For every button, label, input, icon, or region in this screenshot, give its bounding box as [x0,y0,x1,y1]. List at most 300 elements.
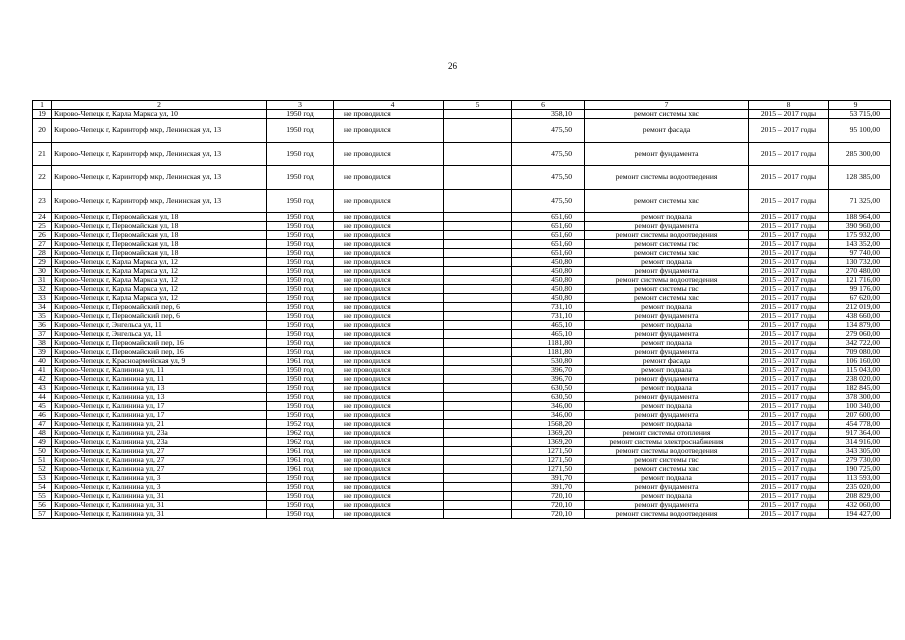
last-repair: не проводился [334,510,444,519]
build-year: 1950 год [267,339,334,348]
last-repair: не проводился [334,276,444,285]
row-number: 20 [33,119,52,143]
empty-cell [444,142,512,166]
build-year: 1961 год [267,357,334,366]
build-year: 1950 год [267,312,334,321]
row-number: 22 [33,166,52,190]
empty-cell [444,249,512,258]
total-area: 630,50 [512,384,585,393]
last-repair: не проводился [334,483,444,492]
last-repair: не проводился [334,384,444,393]
empty-cell [444,411,512,420]
repair-period: 2015 – 2017 годы [749,474,829,483]
repair-period: 2015 – 2017 годы [749,222,829,231]
table-row [33,285,891,294]
last-repair: не проводился [334,321,444,330]
address: Кирово-Чепецк г, Каринторф мкр, Ленинская ул, 13 [52,119,267,143]
address: Кирово-Чепецк г, Калинина ул, 17 [52,411,267,420]
repair-period: 2015 – 2017 годы [749,402,829,411]
last-repair: не проводился [334,222,444,231]
cost: 99 176,00 [829,285,891,294]
work-type: ремонт подвала [585,321,749,330]
address: Кирово-Чепецк г, Первомайский пер, 16 [52,339,267,348]
column-header: 4 [334,101,444,110]
total-area: 651,60 [512,222,585,231]
table-row [33,348,891,357]
row-number: 53 [33,474,52,483]
work-type: ремонт системы хвс [585,294,749,303]
work-type: ремонт системы отопления [585,429,749,438]
repair-period: 2015 – 2017 годы [749,119,829,143]
table-row [33,312,891,321]
table-row [33,294,891,303]
table-row [33,429,891,438]
row-number: 34 [33,303,52,312]
empty-cell [444,312,512,321]
column-header: 5 [444,101,512,110]
address: Кирово-Чепецк г, Первомайский пер, 16 [52,348,267,357]
repair-period: 2015 – 2017 годы [749,267,829,276]
repair-period: 2015 – 2017 годы [749,366,829,375]
address: Кирово-Чепецк г, Калинина ул, 31 [52,492,267,501]
total-area: 1369,20 [512,438,585,447]
total-area: 530,80 [512,357,585,366]
build-year: 1950 год [267,303,334,312]
address: Кирово-Чепецк г, Калинина ул, 13 [52,393,267,402]
last-repair: не проводился [334,166,444,190]
repair-period: 2015 – 2017 годы [749,303,829,312]
repair-period: 2015 – 2017 годы [749,393,829,402]
build-year: 1950 год [267,267,334,276]
address: Кирово-Чепецк г, Карла Маркса ул, 10 [52,110,267,119]
total-area: 465,10 [512,321,585,330]
address: Кирово-Чепецк г, Калинина ул, 3 [52,474,267,483]
row-number: 31 [33,276,52,285]
last-repair: не проводился [334,339,444,348]
repair-period: 2015 – 2017 годы [749,249,829,258]
row-number: 26 [33,231,52,240]
table-row [33,411,891,420]
work-type: ремонт системы водоотведения [585,166,749,190]
cost: 95 100,00 [829,119,891,143]
cost: 194 427,00 [829,510,891,519]
address: Кирово-Чепецк г, Калинина ул, 21 [52,420,267,429]
table-row [33,501,891,510]
work-type: ремонт фасада [585,357,749,366]
repair-period: 2015 – 2017 годы [749,213,829,222]
work-type: ремонт системы электроснабжения [585,438,749,447]
address: Кирово-Чепецк г, Карла Маркса ул, 12 [52,258,267,267]
table-row [33,366,891,375]
address: Кирово-Чепецк г, Красноармейская ул, 9 [52,357,267,366]
work-type: ремонт системы водоотведения [585,276,749,285]
table-row [33,456,891,465]
build-year: 1950 год [267,110,334,119]
last-repair: не проводился [334,213,444,222]
row-number: 24 [33,213,52,222]
cost: 454 778,00 [829,420,891,429]
last-repair: не проводился [334,402,444,411]
total-area: 1271,50 [512,456,585,465]
cost: 270 480,00 [829,267,891,276]
total-area: 475,50 [512,119,585,143]
cost: 279 730,00 [829,456,891,465]
cost: 53 715,00 [829,110,891,119]
table-row [33,119,891,143]
empty-cell [444,348,512,357]
address: Кирово-Чепецк г, Первомайская ул, 18 [52,231,267,240]
total-area: 731,10 [512,312,585,321]
repair-period: 2015 – 2017 годы [749,348,829,357]
table-row [33,110,891,119]
total-area: 651,60 [512,240,585,249]
last-repair: не проводился [334,447,444,456]
build-year: 1950 год [267,285,334,294]
build-year: 1950 год [267,294,334,303]
cost: 175 932,00 [829,231,891,240]
empty-cell [444,447,512,456]
last-repair: не проводился [334,142,444,166]
address: Кирово-Чепецк г, Калинина ул, 17 [52,402,267,411]
work-type: ремонт системы гвс [585,240,749,249]
repair-period: 2015 – 2017 годы [749,375,829,384]
row-number: 27 [33,240,52,249]
total-area: 1568,20 [512,420,585,429]
build-year: 1952 год [267,420,334,429]
total-area: 1271,50 [512,465,585,474]
work-type: ремонт подвала [585,492,749,501]
column-header: 8 [749,101,829,110]
build-year: 1950 год [267,222,334,231]
repair-period: 2015 – 2017 годы [749,510,829,519]
last-repair: не проводился [334,240,444,249]
table-row [33,213,891,222]
row-number: 50 [33,447,52,456]
cost: 113 593,00 [829,474,891,483]
work-type: ремонт фасада [585,119,749,143]
total-area: 346,00 [512,411,585,420]
total-area: 465,10 [512,330,585,339]
work-type: ремонт системы хвс [585,110,749,119]
build-year: 1950 год [267,483,334,492]
repair-period: 2015 – 2017 годы [749,231,829,240]
empty-cell [444,222,512,231]
repair-period: 2015 – 2017 годы [749,240,829,249]
empty-cell [444,303,512,312]
build-year: 1950 год [267,375,334,384]
repair-period: 2015 – 2017 годы [749,429,829,438]
address: Кирово-Чепецк г, Каринторф мкр, Ленинская ул, 13 [52,189,267,213]
empty-cell [444,375,512,384]
table-row [33,393,891,402]
cost: 279 060,00 [829,330,891,339]
row-number: 37 [33,330,52,339]
cost: 121 716,00 [829,276,891,285]
work-type: ремонт фундамента [585,393,749,402]
page-number: 26 [448,61,457,71]
build-year: 1950 год [267,119,334,143]
build-year: 1961 год [267,465,334,474]
build-year: 1950 год [267,189,334,213]
repair-period: 2015 – 2017 годы [749,166,829,190]
row-number: 39 [33,348,52,357]
empty-cell [444,501,512,510]
table-row [33,492,891,501]
repair-period: 2015 – 2017 годы [749,384,829,393]
build-year: 1950 год [267,166,334,190]
row-number: 46 [33,411,52,420]
table-row [33,474,891,483]
table-row [33,339,891,348]
repair-period: 2015 – 2017 годы [749,447,829,456]
empty-cell [444,110,512,119]
address: Кирово-Чепецк г, Калинина ул, 13 [52,384,267,393]
repair-period: 2015 – 2017 годы [749,294,829,303]
repair-period: 2015 – 2017 годы [749,438,829,447]
empty-cell [444,285,512,294]
column-header: 7 [585,101,749,110]
build-year: 1950 год [267,231,334,240]
column-header: 2 [52,101,267,110]
work-type: ремонт фундамента [585,411,749,420]
row-number: 40 [33,357,52,366]
build-year: 1962 год [267,429,334,438]
work-type: ремонт подвала [585,474,749,483]
empty-cell [444,258,512,267]
work-type: ремонт системы водоотведения [585,231,749,240]
work-type: ремонт системы хвс [585,249,749,258]
repair-period: 2015 – 2017 годы [749,321,829,330]
address: Кирово-Чепецк г, Первомайская ул, 18 [52,213,267,222]
empty-cell [444,276,512,285]
last-repair: не проводился [334,366,444,375]
table-body [33,101,891,519]
empty-cell [444,510,512,519]
cost: 130 732,00 [829,258,891,267]
last-repair: не проводился [334,429,444,438]
cost: 378 300,00 [829,393,891,402]
total-area: 396,70 [512,375,585,384]
row-number: 23 [33,189,52,213]
total-area: 731,10 [512,303,585,312]
build-year: 1950 год [267,258,334,267]
row-number: 36 [33,321,52,330]
build-year: 1950 год [267,348,334,357]
empty-cell [444,366,512,375]
last-repair: не проводился [334,249,444,258]
last-repair: не проводился [334,330,444,339]
table-row [33,303,891,312]
repair-period: 2015 – 2017 годы [749,492,829,501]
address: Кирово-Чепецк г, Карла Маркса ул, 12 [52,285,267,294]
row-number: 47 [33,420,52,429]
work-type: ремонт системы хвс [585,189,749,213]
total-area: 475,50 [512,142,585,166]
row-number: 56 [33,501,52,510]
repair-period: 2015 – 2017 годы [749,483,829,492]
repair-period: 2015 – 2017 годы [749,110,829,119]
last-repair: не проводился [334,348,444,357]
cost: 432 060,00 [829,501,891,510]
address: Кирово-Чепецк г, Первомайская ул, 18 [52,240,267,249]
work-type: ремонт подвала [585,402,749,411]
address: Кирово-Чепецк г, Калинина ул, 11 [52,375,267,384]
empty-cell [444,321,512,330]
cost: 285 300,00 [829,142,891,166]
address: Кирово-Чепецк г, Калинина ул, 27 [52,465,267,474]
work-type: ремонт подвала [585,366,749,375]
column-header: 6 [512,101,585,110]
total-area: 651,60 [512,231,585,240]
build-year: 1950 год [267,501,334,510]
work-type: ремонт фундамента [585,501,749,510]
column-header: 9 [829,101,891,110]
cost: 438 660,00 [829,312,891,321]
row-number: 49 [33,438,52,447]
last-repair: не проводился [334,303,444,312]
table-row [33,231,891,240]
cost: 182 845,00 [829,384,891,393]
cost: 188 964,00 [829,213,891,222]
build-year: 1950 год [267,276,334,285]
column-header: 1 [33,101,52,110]
address: Кирово-Чепецк г, Первомайский пер, 6 [52,303,267,312]
total-area: 1369,20 [512,429,585,438]
address: Кирово-Чепецк г, Энгельса ул, 11 [52,330,267,339]
table-row [33,420,891,429]
last-repair: не проводился [334,189,444,213]
total-area: 450,80 [512,276,585,285]
table-row [33,357,891,366]
build-year: 1950 год [267,330,334,339]
work-type: ремонт фундамента [585,222,749,231]
cost: 238 020,00 [829,375,891,384]
header-row [33,101,891,110]
build-year: 1950 год [267,142,334,166]
table-row [33,321,891,330]
table-row [33,483,891,492]
repair-period: 2015 – 2017 годы [749,411,829,420]
cost: 212 019,00 [829,303,891,312]
cost: 390 960,00 [829,222,891,231]
total-area: 651,60 [512,249,585,258]
work-type: ремонт системы хвс [585,465,749,474]
address: Кирово-Чепецк г, Калинина ул, 23а [52,438,267,447]
total-area: 358,10 [512,110,585,119]
build-year: 1950 год [267,321,334,330]
last-repair: не проводился [334,492,444,501]
address: Кирово-Чепецк г, Карла Маркса ул, 12 [52,267,267,276]
empty-cell [444,294,512,303]
empty-cell [444,339,512,348]
total-area: 720,10 [512,501,585,510]
total-area: 450,80 [512,285,585,294]
work-type: ремонт фундамента [585,483,749,492]
empty-cell [444,213,512,222]
last-repair: не проводился [334,465,444,474]
cost: 343 305,00 [829,447,891,456]
work-type: ремонт подвала [585,258,749,267]
row-number: 38 [33,339,52,348]
table-row [33,447,891,456]
build-year: 1961 год [267,456,334,465]
cost: 71 325,00 [829,189,891,213]
cost: 100 340,00 [829,402,891,411]
last-repair: не проводился [334,258,444,267]
address: Кирово-Чепецк г, Карла Маркса ул, 12 [52,276,267,285]
repair-period: 2015 – 2017 годы [749,501,829,510]
empty-cell [444,492,512,501]
work-type: ремонт фундамента [585,330,749,339]
total-area: 651,60 [512,213,585,222]
cost: 314 916,00 [829,438,891,447]
repair-period: 2015 – 2017 годы [749,357,829,366]
empty-cell [444,402,512,411]
row-number: 41 [33,366,52,375]
build-year: 1950 год [267,474,334,483]
address: Кирово-Чепецк г, Калинина ул, 23а [52,429,267,438]
build-year: 1950 год [267,393,334,402]
total-area: 475,50 [512,189,585,213]
build-year: 1950 год [267,366,334,375]
work-type: ремонт фундамента [585,312,749,321]
table-row [33,375,891,384]
build-year: 1962 год [267,438,334,447]
total-area: 391,70 [512,483,585,492]
address: Кирово-Чепецк г, Первомайская ул, 18 [52,249,267,258]
row-number: 55 [33,492,52,501]
cost: 208 829,00 [829,492,891,501]
last-repair: не проводился [334,267,444,276]
cost: 106 160,00 [829,357,891,366]
table-row [33,166,891,190]
cost: 207 600,00 [829,411,891,420]
total-area: 630,50 [512,393,585,402]
work-type: ремонт фундамента [585,348,749,357]
cost: 128 385,00 [829,166,891,190]
repair-period: 2015 – 2017 годы [749,276,829,285]
address: Кирово-Чепецк г, Каринторф мкр, Ленинская ул, 13 [52,142,267,166]
address: Кирово-Чепецк г, Первомайская ул, 18 [52,222,267,231]
row-number: 57 [33,510,52,519]
empty-cell [444,240,512,249]
empty-cell [444,231,512,240]
build-year: 1950 год [267,492,334,501]
cost: 190 725,00 [829,465,891,474]
table-row [33,142,891,166]
work-type: ремонт системы водоотведения [585,510,749,519]
row-number: 45 [33,402,52,411]
last-repair: не проводился [334,312,444,321]
build-year: 1950 год [267,411,334,420]
cost: 115 043,00 [829,366,891,375]
row-number: 44 [33,393,52,402]
row-number: 52 [33,465,52,474]
total-area: 720,10 [512,510,585,519]
address: Кирово-Чепецк г, Каринторф мкр, Ленинская ул, 13 [52,166,267,190]
empty-cell [444,267,512,276]
row-number: 29 [33,258,52,267]
table-row [33,249,891,258]
cost: 134 879,00 [829,321,891,330]
empty-cell [444,483,512,492]
total-area: 391,70 [512,474,585,483]
last-repair: не проводился [334,294,444,303]
repair-period: 2015 – 2017 годы [749,330,829,339]
build-year: 1950 год [267,402,334,411]
table-row [33,510,891,519]
total-area: 1181,80 [512,348,585,357]
